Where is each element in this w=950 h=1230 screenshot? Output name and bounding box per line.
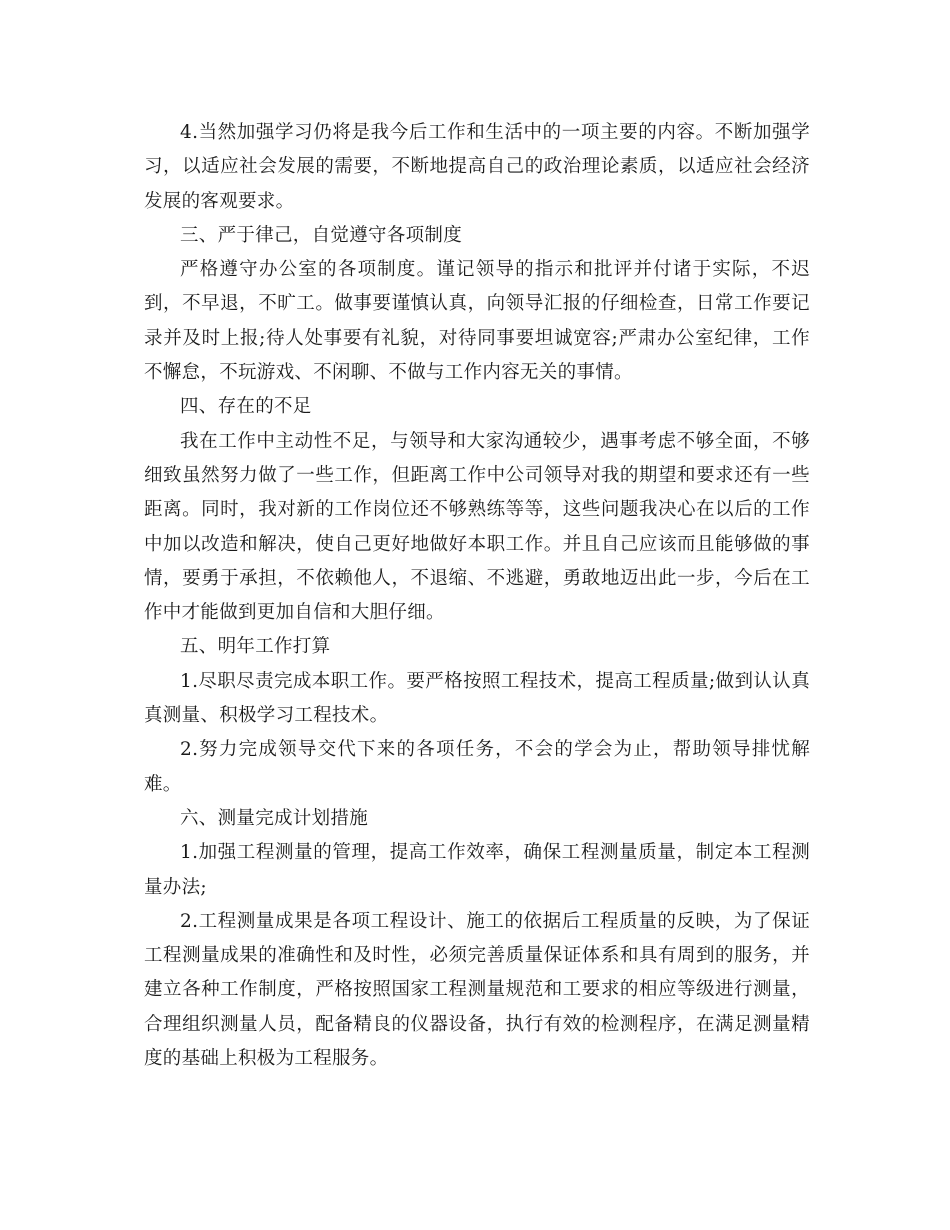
document-page [144, 116, 810, 1076]
paragraph-plan-item-1: 1.尽职尽责完成本职工作。要严格按照工程技术，提高工程质量;做到认认真真测量、积极学习工程技术。 [144, 670, 810, 727]
section-heading-shortcomings: 四、存在的不足 [180, 396, 312, 418]
paragraph-measure-item-2: 2.工程测量成果是各项工程设计、施工的依据后工程质量的反映，为了保证工程测量成果的准确性和及时性，必须完善质量保证体系和具有周到的服务，并建立各种工作制度，严格按照国家工程测量规范和工要求的相应等级进行测量，合理组织测量人员，配备精良的仪器设备，执行有效的检测程序，在满足测量精度的基础上积极为工程服务。 [144, 910, 810, 1070]
section-heading-discipline: 三、严于律己，自觉遵守各项制度 [180, 224, 463, 246]
section-heading-next-year-plan: 五、明年工作打算 [180, 636, 331, 658]
paragraph-office-rules: 严格遵守办公室的各项制度。谨记领导的指示和批评并付诸于实际，不迟到，不早退，不旷工。做事要谨慎认真，向领导汇报的仔细检查，日常工作要记录并及时上报;待人处事要有礼貌，对待同事要坦诚宽容;严肃办公室纪律，工作不懈怠，不玩游戏、不闲聊、不做与工作内容无关的事情。 [144, 259, 810, 384]
paragraph-measure-item-1: 1.加强工程测量的管理，提高工作效率，确保工程测量质量，制定本工程测量办法; [144, 842, 810, 898]
paragraph-plan-item-2: 2.努力完成领导交代下来的各项任务，不会的学会为止，帮助领导排忧解难。 [144, 739, 810, 795]
paragraph-shortcomings: 我在工作中主动性不足，与领导和大家沟通较少，遇事考虑不够全面，不够细致虽然努力做了一些工作，但距离工作中公司领导对我的期望和要求还有一些距离。同时，我对新的工作岗位还不够熟练等等，这些问题我决心在以后的工作中加以改造和解决，使自己更好地做好本职工作。并且自己应该而且能够做的事情，要勇于承担，不依赖他人，不退缩、不逃避，勇敢地迈出此一步，今后在工作中才能做到更加自信和大胆仔细。 [144, 430, 810, 624]
section-heading-measures: 六、测量完成计划措施 [180, 807, 369, 829]
paragraph-study-goal: 4.当然加强学习仍将是我今后工作和生活中的一项主要的内容。不断加强学习，以适应社会发展的需要，不断地提高自己的政治理论素质，以适应社会经济发展的客观要求。 [144, 122, 810, 212]
